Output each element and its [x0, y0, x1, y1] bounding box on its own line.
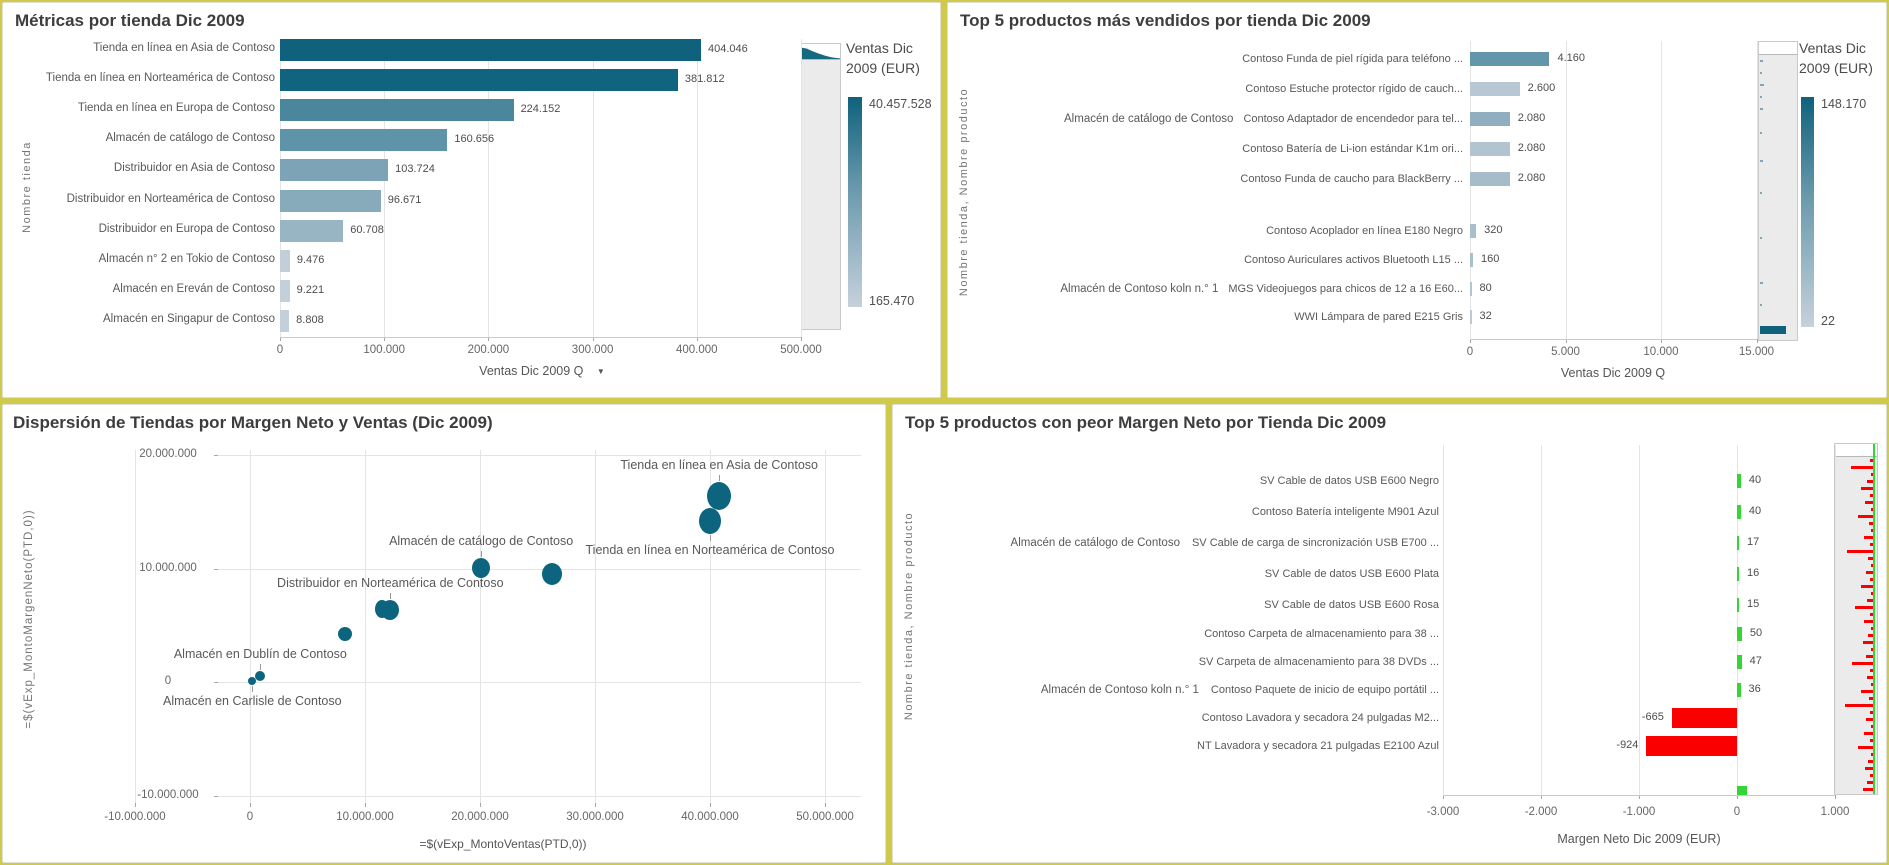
x-tick-label: 0 — [1466, 346, 1474, 358]
value-label: 320 — [1484, 224, 1503, 236]
bar[interactable] — [1470, 52, 1549, 66]
product-label[interactable]: SV Cable de carga de sincronización USB E700 ... — [1191, 537, 1439, 549]
group-label[interactable]: Almacén de catálogo de Contoso — [1010, 537, 1180, 549]
category-label[interactable]: Tienda en línea en Europa de Contoso — [77, 102, 275, 115]
y-axis-title: Nombre tienda — [21, 141, 33, 233]
bar[interactable] — [280, 129, 447, 151]
row-labels — [988, 252, 1463, 268]
minimap-mark — [1867, 781, 1873, 784]
scatter-point[interactable] — [707, 482, 731, 510]
product-label[interactable]: SV Cable de datos USB E600 Rosa — [1264, 599, 1439, 611]
value-label: 32 — [1479, 310, 1492, 322]
axis-tick — [480, 803, 481, 807]
panel-dispersion-tiendas — [2, 404, 886, 863]
row-labels — [1013, 710, 1439, 726]
panel-top5-peor-margen — [892, 404, 1887, 863]
row-labels — [988, 223, 1463, 239]
product-label[interactable]: Contoso Estuche protector rígido de cauch... — [1245, 83, 1463, 95]
y-axis-title: =$(vExp_MontoMargenNeto(PTD,0)) — [23, 509, 35, 729]
bar[interactable] — [1470, 253, 1473, 267]
point-label: Almacén de catálogo de Contoso — [389, 533, 574, 548]
minimap-mark — [1871, 564, 1873, 567]
axis-tick — [1757, 339, 1758, 343]
row-labels — [1013, 504, 1439, 520]
minimap-mark — [1858, 515, 1873, 518]
category-label[interactable]: Tienda en línea en Asia de Contoso — [93, 42, 275, 54]
legend-min-value: 22 — [1821, 314, 1835, 328]
bar[interactable] — [1470, 310, 1472, 324]
axis-tick — [214, 569, 218, 570]
minimap-mark — [1868, 634, 1873, 637]
value-label: 40 — [1748, 474, 1762, 486]
x-tick-label: 400.000 — [676, 344, 718, 356]
point-label: Almacén en Dublín de Contoso — [173, 647, 347, 662]
gridline — [1737, 445, 1738, 795]
product-label[interactable]: NT Lavadora y secadora 21 pulgadas E2100 Azul — [1197, 740, 1439, 752]
product-label[interactable]: SV Cable de datos USB E600 Plata — [1264, 568, 1439, 580]
value-label: 404.046 — [708, 43, 748, 55]
bar[interactable] — [280, 190, 381, 212]
bar[interactable] — [1470, 172, 1510, 186]
legend-max-value: 40.457.528 — [869, 97, 932, 111]
category-label[interactable]: Tienda en línea en Norteamérica de Contoso — [45, 72, 275, 85]
bar[interactable] — [280, 159, 388, 181]
axis-tick — [250, 803, 251, 807]
value-label: 2.080 — [1517, 112, 1546, 124]
minimap-mark — [1870, 613, 1873, 616]
row-labels — [1013, 654, 1439, 670]
minimap-mark — [1870, 711, 1873, 714]
minimap-mark — [1865, 501, 1873, 504]
scatter-point[interactable] — [699, 508, 721, 534]
minimap-mark — [1864, 620, 1873, 623]
point-label: Tienda en línea en Norteamérica de Contoso — [585, 542, 835, 557]
row-labels — [988, 81, 1463, 97]
minimap-mark — [1870, 494, 1873, 497]
axis-tick — [1835, 795, 1836, 799]
scroll-minimap[interactable] — [1834, 443, 1878, 795]
minimap-mark — [1871, 529, 1873, 532]
gridline — [1757, 41, 1758, 339]
value-label: 2.080 — [1517, 172, 1546, 184]
bar[interactable] — [280, 250, 290, 272]
minimap-mark — [1760, 237, 1762, 239]
group-label[interactable]: Almacén de Contoso koln n.° 1 — [1060, 283, 1219, 295]
y-tick-label: -10.000.000 — [137, 788, 199, 801]
x-tick-label: -3.000 — [1426, 806, 1460, 818]
minimap-mark — [1870, 739, 1873, 742]
bar[interactable] — [280, 99, 514, 121]
leader-line — [719, 475, 720, 481]
axis-line — [1443, 795, 1835, 796]
value-label: 47 — [1749, 655, 1762, 667]
gridline — [365, 450, 366, 803]
product-label[interactable]: Contoso Paquete de inicio de equipo portátil ... — [1210, 684, 1439, 696]
product-label[interactable]: Contoso Funda de piel rígida para teléfono ... — [1242, 53, 1463, 65]
panel-title: Dispersión de Tiendas por Margen Neto y Ventas (Dic 2009) — [13, 413, 493, 432]
minimap-mark — [1866, 718, 1873, 721]
minimap-viewport[interactable] — [1835, 444, 1877, 457]
row-labels — [1013, 626, 1439, 642]
row-labels — [1010, 535, 1439, 551]
legend-title: Ventas Dic 2009 (EUR) — [1799, 40, 1873, 76]
gridline — [135, 450, 136, 803]
gridline — [1541, 445, 1542, 795]
minimap-mark — [1864, 732, 1873, 735]
x-tick-label: 0 — [276, 344, 284, 356]
value-label: -665 — [1641, 711, 1664, 723]
x-axis-title: Ventas Dic 2009 Q — [1560, 366, 1666, 380]
axis-tick — [135, 803, 136, 807]
minimap-mark — [1868, 557, 1873, 560]
axis-tick — [595, 803, 596, 807]
bar[interactable] — [280, 310, 289, 332]
category-label[interactable]: Almacén de catálogo de Contoso — [105, 132, 275, 145]
legend-min-value: 165.470 — [869, 294, 915, 308]
row-labels — [988, 309, 1463, 325]
row-labels — [988, 281, 1463, 297]
y-tick-label: 20.000.000 — [139, 448, 197, 460]
minimap-mark — [1871, 683, 1873, 686]
category-label[interactable]: Distribuidor en Europa de Contoso — [98, 222, 275, 235]
bar[interactable] — [1737, 567, 1739, 581]
minimap-mark — [1760, 60, 1763, 62]
legend-gradient — [1801, 97, 1814, 327]
bar[interactable] — [280, 39, 701, 61]
x-tick-label: 200.000 — [467, 344, 510, 356]
leader-line — [710, 535, 711, 541]
minimap-mark — [1851, 466, 1873, 469]
minimap-mark — [1871, 648, 1873, 651]
category-label[interactable]: Distribuidor en Asia de Contoso — [113, 162, 275, 175]
x-tick-label: 100.000 — [363, 344, 405, 356]
minimap-mark — [1861, 487, 1873, 490]
gridline — [595, 450, 596, 803]
group-label[interactable]: Almacén de catálogo de Contoso — [1064, 113, 1234, 125]
value-label: 80 — [1479, 282, 1492, 294]
gridline — [825, 450, 826, 803]
gridline — [218, 796, 861, 797]
bar[interactable] — [280, 280, 290, 302]
minimap-mark — [1865, 767, 1873, 770]
value-label: 16 — [1747, 567, 1760, 579]
value-label: 381.812 — [684, 73, 725, 86]
x-tick-label: 40.000.000 — [681, 811, 739, 823]
panel-title: Top 5 productos más vendidos por tienda Dic 2009 — [960, 11, 1371, 30]
product-label[interactable]: SV Carpeta de almacenamiento para 38 DVDs ... — [1198, 656, 1439, 668]
minimap-viewport[interactable] — [1759, 42, 1797, 55]
bar[interactable] — [1646, 736, 1737, 756]
bar[interactable] — [1737, 474, 1741, 488]
y-tick-label: 0 — [164, 675, 172, 687]
product-label[interactable]: Contoso Lavadora y secadora 24 pulgadas M2... — [1201, 712, 1439, 724]
point-label: Almacén en Carlisle de Contoso — [163, 693, 342, 708]
leader-line — [252, 686, 253, 692]
value-label: 17 — [1747, 536, 1760, 548]
value-label: 36 — [1748, 683, 1761, 695]
minimap-zero-line — [1873, 444, 1875, 794]
gridline — [250, 450, 251, 803]
x-tick-label: 50.000.000 — [796, 811, 854, 823]
x-tick-label: 500.000 — [780, 344, 822, 356]
value-label: 103.724 — [395, 163, 435, 176]
bar[interactable] — [1672, 708, 1737, 728]
minimap-mark — [1760, 160, 1763, 162]
bar[interactable] — [1470, 282, 1472, 296]
scatter-point[interactable] — [255, 671, 265, 681]
minimap-mark — [1869, 697, 1873, 700]
x-tick-label: 10.000 — [1643, 346, 1679, 358]
minimap-mark — [1861, 690, 1873, 693]
minimap-mark — [1760, 326, 1786, 334]
gridline — [480, 450, 481, 803]
value-label: 160 — [1481, 253, 1500, 265]
x-axis-title-label: Ventas Dic 2009 Q — [479, 364, 584, 378]
value-label: 96.671 — [387, 193, 422, 206]
row-labels — [1013, 738, 1439, 754]
minimap-mark — [1870, 774, 1873, 777]
gridline — [218, 569, 861, 570]
scroll-minimap[interactable] — [801, 43, 841, 330]
row-labels — [1013, 682, 1439, 698]
panel-metricas-por-tienda — [2, 2, 941, 398]
gridline — [1639, 445, 1640, 795]
minimap-mark — [1847, 550, 1873, 553]
product-label[interactable]: Contoso Batería inteligente M901 Azul — [1251, 506, 1439, 518]
minimap-mark — [1852, 662, 1873, 665]
minimap-mark — [1871, 592, 1873, 595]
row-labels — [1013, 597, 1439, 613]
minimap-mark — [1871, 753, 1873, 756]
product-label[interactable]: SV Cable de datos USB E600 Negro — [1259, 475, 1439, 487]
x-tick-label: 10.000.000 — [336, 811, 394, 823]
bar[interactable] — [1470, 112, 1510, 126]
axis-tick — [801, 337, 802, 341]
panel-title: Top 5 productos con peor Margen Neto por Tienda Dic 2009 — [905, 413, 1387, 432]
product-label[interactable]: Contoso Carpeta de almacenamiento para 38 ... — [1204, 628, 1439, 640]
minimap-mark — [1867, 676, 1873, 679]
x-tick-label: -10.000.000 — [104, 811, 166, 823]
product-label[interactable]: Contoso Acoplador en línea E180 Negro — [1266, 225, 1463, 237]
product-label[interactable]: MGS Videojuegos para chicos de 12 a 16 E60... — [1228, 283, 1463, 295]
axis-tick — [365, 803, 366, 807]
legend-title: Ventas Dic 2009 (EUR) — [846, 40, 920, 76]
minimap-mark — [1866, 655, 1873, 658]
axis-tick — [710, 803, 711, 807]
y-axis-title: Nombre tienda, Nombre producto — [903, 511, 915, 721]
point-label: Distribuidor en Norteamérica de Contoso — [277, 576, 504, 591]
x-tick-label: -1.000 — [1622, 806, 1656, 818]
axis-line — [280, 337, 801, 338]
minimap-mark — [1870, 669, 1873, 672]
minimap-mark — [1864, 536, 1873, 539]
gridline — [801, 39, 802, 337]
gridline — [218, 682, 861, 683]
row-labels — [988, 171, 1463, 187]
product-label[interactable]: Contoso Adaptador de encendedor para tel... — [1243, 113, 1463, 125]
x-axis-title: =$(vExp_MontoVentas(PTD,0)) — [419, 837, 587, 851]
category-label[interactable]: Almacén en Singapur de Contoso — [103, 312, 275, 325]
minimap-mark — [1760, 72, 1762, 74]
axis-tick — [214, 796, 218, 797]
point-label: Tienda en línea en Asia de Contoso — [620, 457, 818, 472]
minimap-mark — [1760, 282, 1763, 284]
value-label: -924 — [1616, 739, 1639, 751]
minimap-mark — [1760, 132, 1762, 134]
minimap-mark — [1867, 480, 1873, 483]
bar[interactable] — [280, 220, 343, 242]
product-label[interactable]: Contoso Batería de Li-ion estándar K1m ori... — [1242, 143, 1463, 155]
minimap-mark — [1870, 543, 1873, 546]
product-label[interactable]: Contoso Auriculares activos Bluetooth L15 ... — [1244, 254, 1463, 266]
value-label: 4.160 — [1557, 52, 1585, 64]
minimap-mark — [1858, 746, 1873, 749]
x-axis-selector[interactable] — [392, 364, 692, 378]
panel-top5-mas-vendidos — [947, 2, 1887, 398]
scatter-point[interactable] — [381, 600, 399, 620]
row-labels — [988, 51, 1463, 67]
y-axis-title: Nombre tienda, Nombre producto — [958, 87, 970, 297]
value-label: 9.476 — [296, 253, 325, 266]
minimap-mark — [1870, 459, 1873, 462]
x-tick-label: 0 — [1733, 806, 1741, 818]
bar[interactable] — [1737, 598, 1739, 612]
x-tick-label: 20.000.000 — [451, 811, 509, 823]
minimap-mark — [1867, 599, 1873, 602]
axis-tick — [214, 455, 218, 456]
minimap-mark — [1871, 627, 1873, 630]
minimap-mark — [1871, 508, 1873, 511]
value-label: 2.080 — [1517, 142, 1546, 154]
row-labels — [1013, 473, 1439, 489]
bar[interactable] — [1737, 655, 1742, 669]
scatter-point[interactable] — [472, 558, 490, 578]
gridline — [1661, 41, 1662, 339]
bar[interactable] — [1737, 536, 1739, 550]
minimap-mark — [1760, 192, 1762, 194]
value-label: 2.600 — [1527, 82, 1556, 94]
x-tick-label: -2.000 — [1524, 806, 1558, 818]
x-tick-label: 30.000.000 — [566, 811, 624, 823]
x-tick-label: 1.000 — [1820, 806, 1850, 818]
minimap-mark — [1870, 578, 1873, 581]
scatter-point[interactable] — [248, 677, 256, 685]
minimap-mark — [1868, 760, 1873, 763]
value-label: 9.221 — [296, 283, 325, 296]
scroll-minimap[interactable] — [1758, 41, 1798, 341]
x-tick-label: 300.000 — [571, 344, 614, 356]
x-tick-label: 0 — [246, 811, 254, 823]
minimap-mark — [1871, 725, 1873, 728]
minimap-viewport[interactable] — [802, 44, 840, 60]
value-label: 224.152 — [520, 103, 561, 116]
bar[interactable] — [1470, 82, 1520, 96]
leader-line — [481, 551, 482, 557]
leader-line — [260, 664, 261, 670]
minimap-mark — [1760, 304, 1762, 306]
bar[interactable] — [1470, 142, 1510, 156]
axis-line — [1470, 339, 1757, 340]
bar[interactable] — [1737, 505, 1741, 519]
minimap-mark — [1760, 96, 1762, 98]
row-labels — [988, 141, 1463, 157]
y-tick-label: 10.000.000 — [139, 561, 197, 574]
bar[interactable] — [1737, 627, 1742, 641]
panel-title: Métricas por tienda Dic 2009 — [15, 11, 245, 30]
minimap-mark — [1863, 788, 1873, 791]
x-tick-label: 5.000 — [1551, 346, 1580, 358]
minimap-mark — [1760, 108, 1763, 110]
value-label: 60.708 — [350, 223, 384, 236]
category-label[interactable]: Almacén n° 2 en Tokio de Contoso — [98, 252, 275, 265]
x-tick-label: 15.000 — [1738, 346, 1775, 358]
value-label: 40 — [1748, 505, 1762, 517]
row-labels — [988, 111, 1463, 127]
scatter-point[interactable] — [338, 627, 352, 641]
minimap-mark — [1760, 84, 1764, 86]
bar[interactable] — [280, 69, 678, 91]
legend-max-value: 148.170 — [1821, 97, 1867, 111]
product-label[interactable]: WWI Lámpara de pared E215 Gris — [1294, 311, 1463, 323]
minimap-mark — [1871, 473, 1873, 476]
bar-partial — [1737, 786, 1747, 795]
minimap-overview-shape — [802, 44, 840, 59]
dropdown-arrow-icon[interactable]: ▼ — [596, 367, 605, 376]
minimap-mark — [1845, 704, 1873, 707]
minimap-mark — [1866, 571, 1873, 574]
bar[interactable] — [1737, 683, 1741, 697]
legend-gradient — [848, 97, 862, 307]
gridline — [218, 455, 861, 456]
minimap-mark — [1869, 522, 1873, 525]
minimap-mark — [1861, 585, 1873, 588]
leader-line — [390, 593, 391, 599]
minimap-mark — [1863, 641, 1873, 644]
gridline — [1835, 445, 1836, 795]
value-label: 8.808 — [296, 313, 324, 326]
axis-tick — [214, 682, 218, 683]
value-label: 160.656 — [454, 133, 495, 146]
minimap-mark — [1855, 606, 1873, 609]
product-label[interactable]: Contoso Funda de caucho para BlackBerry ... — [1240, 173, 1463, 185]
axis-tick — [825, 803, 826, 807]
bar[interactable] — [1470, 224, 1476, 238]
gridline — [1443, 445, 1444, 795]
category-label[interactable]: Distribuidor en Norteamérica de Contoso — [66, 192, 275, 205]
row-labels — [1013, 566, 1439, 582]
group-label[interactable]: Almacén de Contoso koln n.° 1 — [1040, 684, 1199, 696]
value-label: 15 — [1747, 598, 1760, 610]
x-axis-title: Margen Neto Dic 2009 (EUR) — [1557, 832, 1721, 846]
category-label[interactable]: Almacén en Ereván de Contoso — [112, 282, 275, 295]
gridline — [1566, 41, 1567, 339]
value-label: 50 — [1749, 627, 1763, 639]
